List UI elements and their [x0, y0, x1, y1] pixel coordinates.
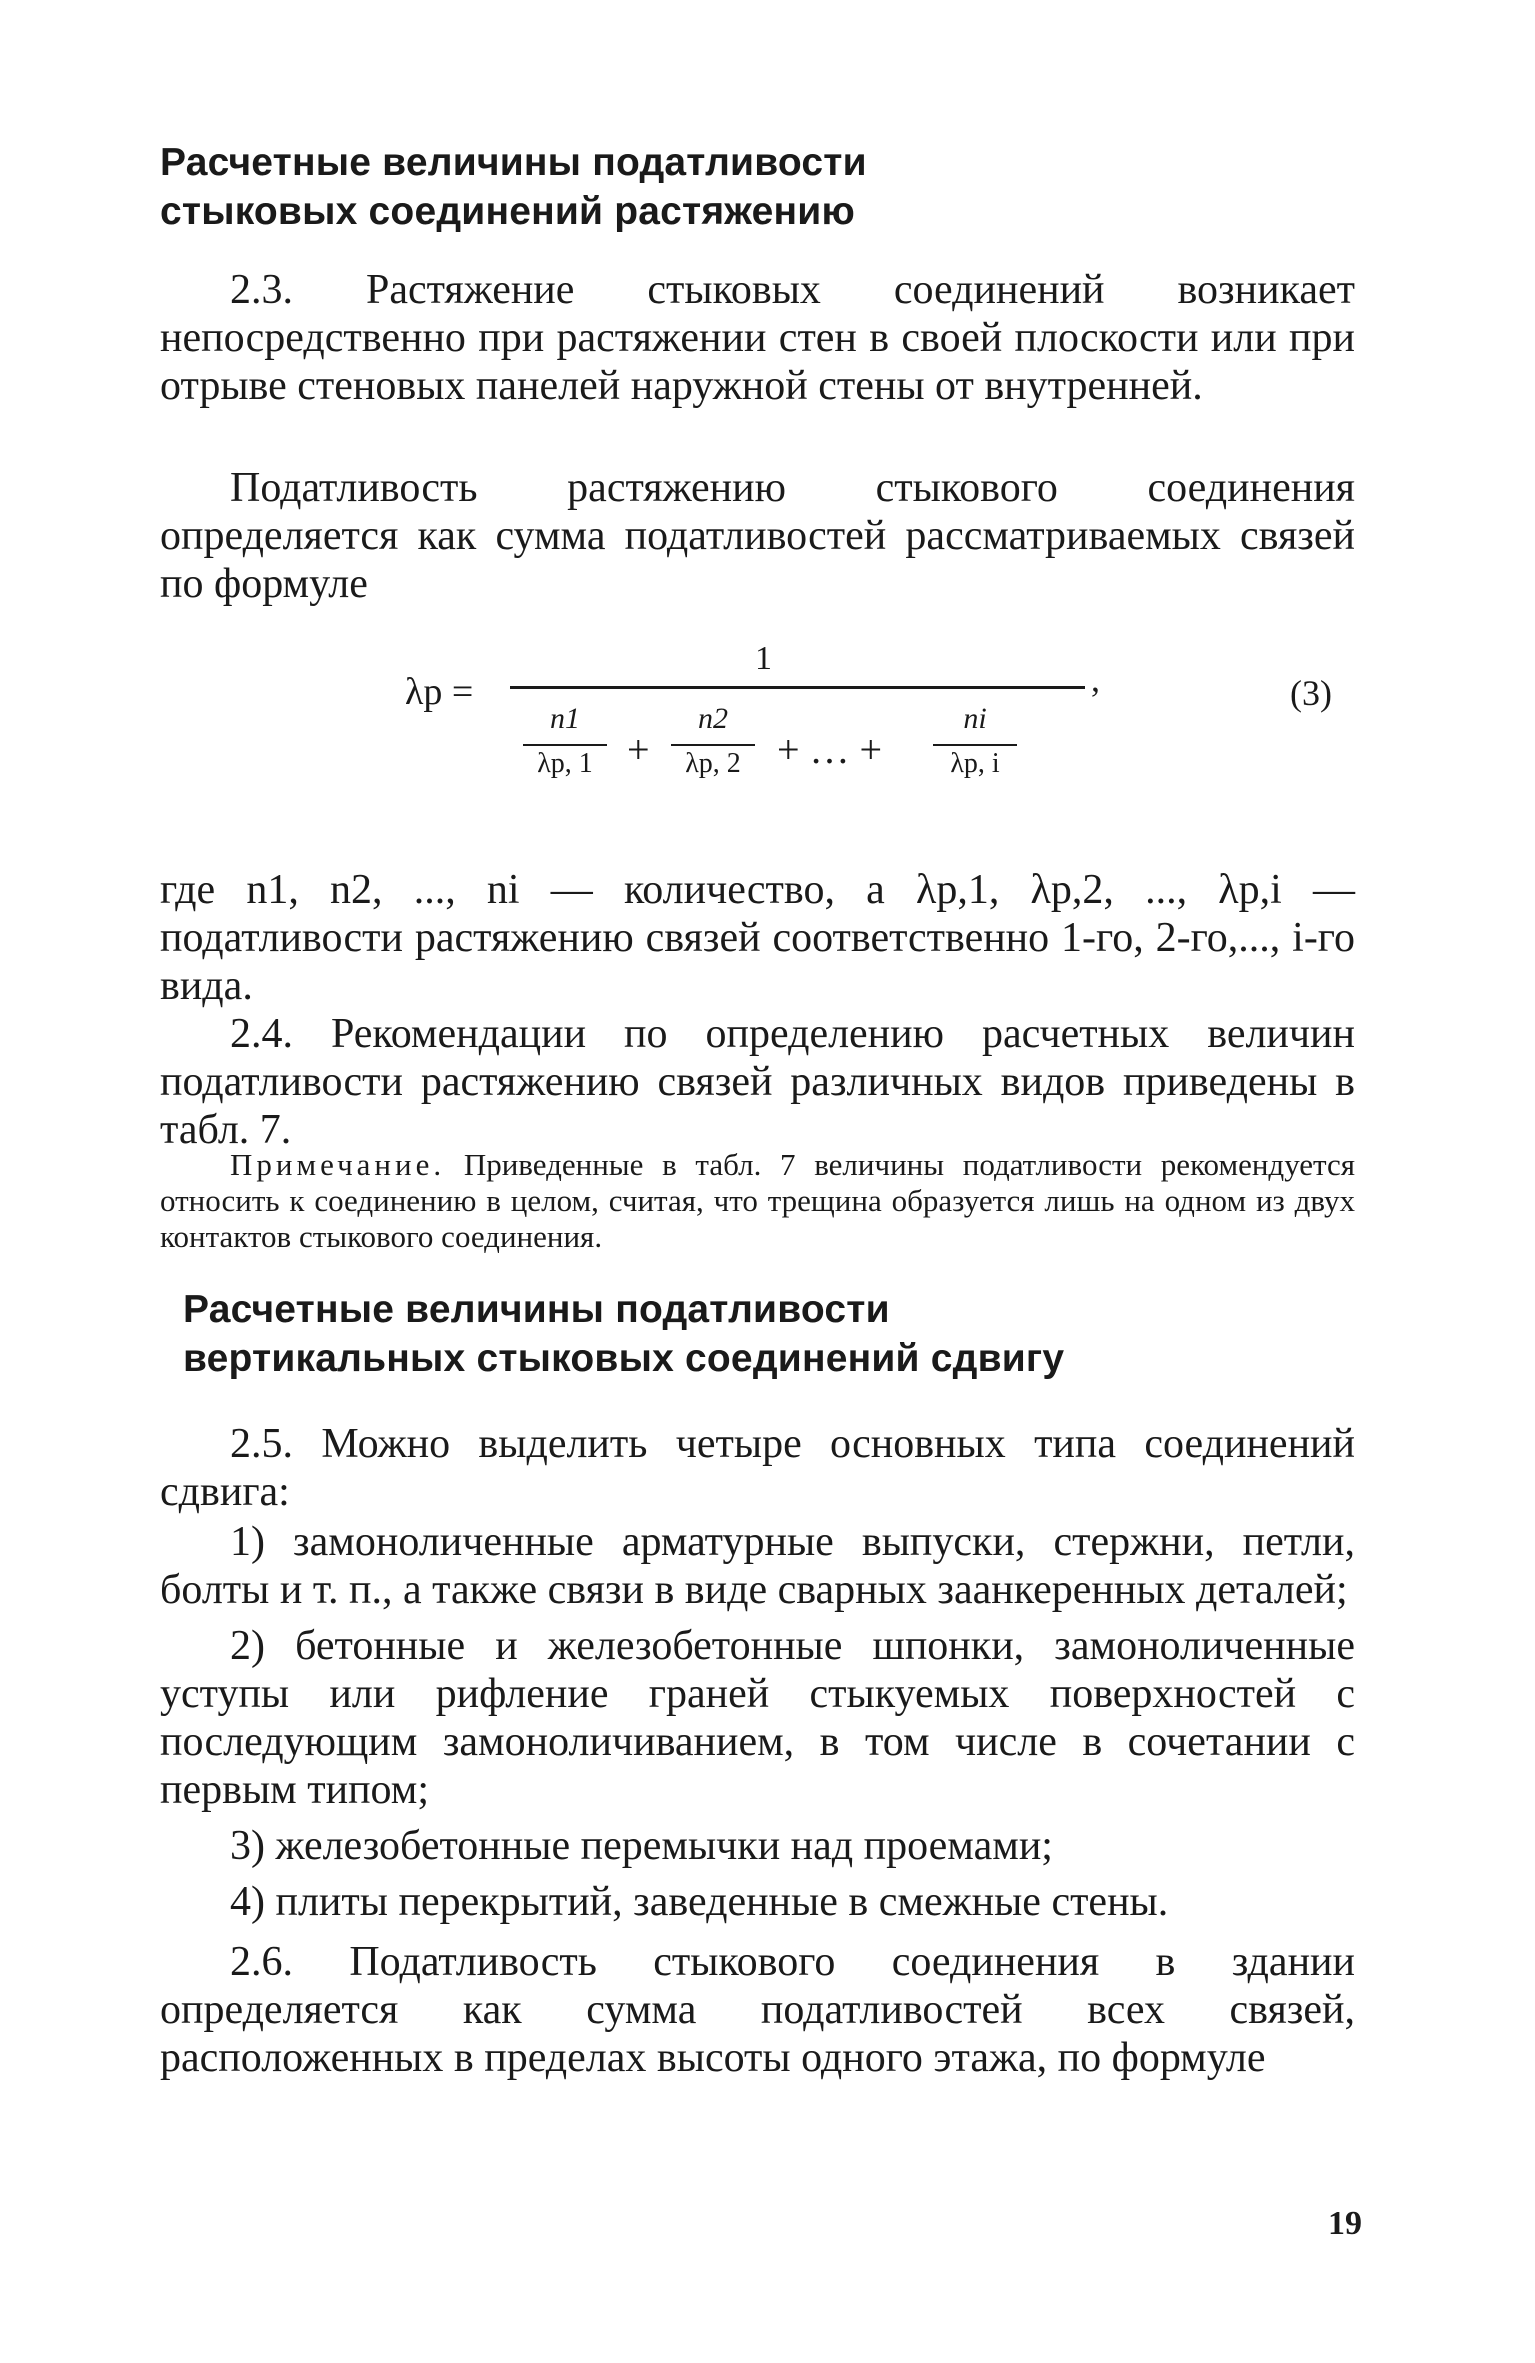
note-text: Приведенные в табл. 7 величины податливости рекомендуется относить к соединению в целом, считая, что трещина образуется лишь на одном из двух контактов стыкового соединения. — [160, 1147, 1355, 1254]
formula-comma: , — [1091, 659, 1100, 699]
equation-number: (3) — [1290, 673, 1332, 713]
term-numerator: n1 — [550, 702, 580, 735]
formula-term — [925, 702, 1025, 780]
paragraph-2-4: 2.4. Рекомендации по определению расчетных величин податливости растяжению связей различных видов приведены в табл. 7. — [160, 1011, 1355, 1153]
paragraph-compliance-definition: Податливость растяжению стыкового соединения определяется как сумма податливостей рассматриваемых связей по формуле — [160, 465, 1355, 607]
term-denominator: λp, 1 — [537, 748, 593, 779]
heading-line: Расчетные величины податливости — [160, 141, 867, 184]
connection-types-list — [160, 1518, 1355, 1934]
list-item: 2) бетонные и железобетонные шпонки, замоноличенные уступы или рифление граней стыкуемых поверхностей с последующим замоноличиванием, в том числе в сочетании с первым типом; — [160, 1623, 1355, 1813]
section-heading-shear — [183, 1285, 1378, 1383]
term-bar — [523, 744, 607, 746]
heading-line: Расчетные величины податливости — [183, 1288, 890, 1331]
formula-term — [663, 702, 763, 780]
fraction-bar — [510, 686, 1085, 689]
paragraph-2-6: 2.6. Податливость стыкового соединения в здании определяется как сумма податливостей всех связей, расположенных в пределах высоты одного этажа, по формуле — [160, 1939, 1355, 2081]
list-item: 1) замоноличенные арматурные выпуски, стержни, петли, болты и т. п., а также связи в виде сварных заанкеренных деталей; — [160, 1519, 1355, 1613]
term-bar — [671, 744, 755, 746]
term-bar — [933, 744, 1017, 746]
term-denominator: λp, 2 — [685, 748, 741, 779]
formula-term — [515, 702, 615, 780]
paragraph-2-3: 2.3. Растяжение стыковых соединений возникает непосредственно при растяжении стен в своей плоскости или при отрыве стеновых панелей наружной стены от внутренней. — [160, 267, 1355, 409]
list-item: 4) плиты перекрытий, заведенные в смежные стены. — [230, 1879, 1169, 1925]
paragraph-2-5: 2.5. Можно выделить четыре основных типа соединений сдвига: — [160, 1421, 1355, 1515]
list-item: 3) железобетонные перемычки над проемами; — [230, 1823, 1053, 1869]
formula-numerator: 1 — [755, 640, 772, 677]
heading-line: вертикальных стыковых соединений сдвигу — [183, 1337, 1065, 1380]
formula-3 — [405, 640, 1105, 830]
note — [160, 1147, 1355, 1255]
heading-line: стыковых соединений растяжению — [160, 190, 855, 233]
term-numerator: n2 — [698, 702, 728, 735]
term-denominator: λp, i — [950, 748, 1000, 779]
page-number: 19 — [1328, 2205, 1362, 2242]
note-label: Примечание. — [230, 1147, 446, 1182]
formula-ellipsis: + … + — [777, 727, 883, 772]
paragraph-where: где n1, n2, ..., ni — количество, а λp,1, λp,2, ..., λp,i — податливости растяжению связей соответственно 1-го, 2-го,..., i-го вида. — [160, 867, 1355, 1009]
term-numerator: ni — [963, 702, 987, 735]
formula-lhs: λp = — [405, 671, 474, 713]
formula-plus: + — [627, 727, 650, 772]
section-heading-tension — [160, 138, 1355, 236]
